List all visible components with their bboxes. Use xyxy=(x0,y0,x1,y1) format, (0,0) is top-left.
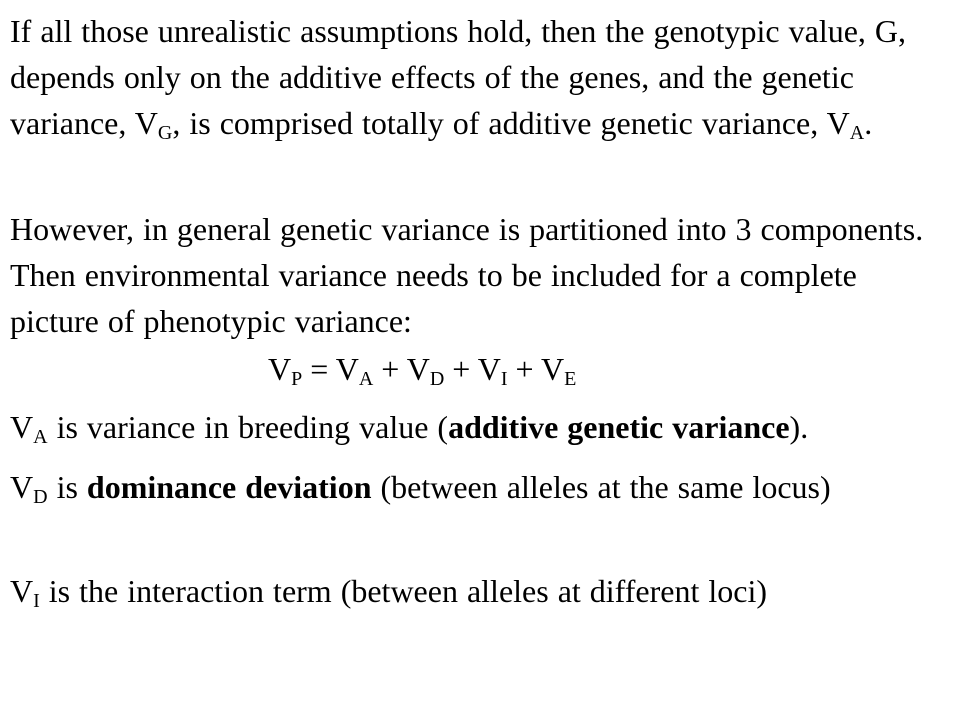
eq-v-a: V xyxy=(335,351,359,387)
va-symbol: V xyxy=(10,409,34,445)
variance-equation xyxy=(268,346,576,392)
paragraph-partition xyxy=(10,206,940,344)
assumptions-text-2: , is comprised totally of additive genetic variance, V xyxy=(172,105,850,141)
assumptions-text-3: . xyxy=(864,105,873,141)
vd-bold-term: dominance deviation xyxy=(86,469,372,505)
eq-sub-i: I xyxy=(500,368,508,390)
eq-sub-e: E xyxy=(564,368,577,390)
subscript-g: G xyxy=(157,122,173,144)
eq-v-i: V xyxy=(477,351,501,387)
vd-subscript: D xyxy=(33,486,48,508)
paragraph-vi-definition xyxy=(10,568,940,614)
eq-plus-2: + xyxy=(444,351,478,387)
partition-text: However, in general genetic variance is partitioned into 3 components. Then environmental variance needs to be included for a complete picture of phenotypic variance: xyxy=(10,211,924,339)
eq-v-e: V xyxy=(541,351,565,387)
vd-text-2: (between alleles at the same locus) xyxy=(371,469,831,505)
va-text-1: is variance in breeding value ( xyxy=(47,409,449,445)
eq-sub-d: D xyxy=(429,368,445,390)
paragraph-assumptions xyxy=(10,8,940,146)
vi-symbol: V xyxy=(10,573,34,609)
assumptions-text-1: If all those unrealistic assumptions hold, then the genotypic value, G, depends only on the additive effects of the genes, and the genetic variance, V xyxy=(10,13,907,141)
va-bold-term: additive genetic variance xyxy=(448,409,790,445)
eq-v-p: V xyxy=(268,351,292,387)
subscript-a: A xyxy=(849,122,865,144)
va-subscript: A xyxy=(33,426,48,448)
paragraph-vd-definition xyxy=(10,464,940,510)
paragraph-va-definition xyxy=(10,404,940,450)
vi-subscript: I xyxy=(33,590,40,612)
va-text-2: ). xyxy=(789,409,809,445)
eq-plus-3: + xyxy=(507,351,542,387)
vd-symbol: V xyxy=(10,469,34,505)
eq-sub-a: A xyxy=(358,368,374,390)
eq-v-d: V xyxy=(406,351,430,387)
vd-text-1: is xyxy=(47,469,87,505)
eq-sub-p: P xyxy=(291,368,303,390)
eq-plus-1: + xyxy=(373,351,407,387)
eq-equals: = xyxy=(302,351,336,387)
vi-text-1: is the interaction term (between alleles at different loci) xyxy=(39,573,767,609)
